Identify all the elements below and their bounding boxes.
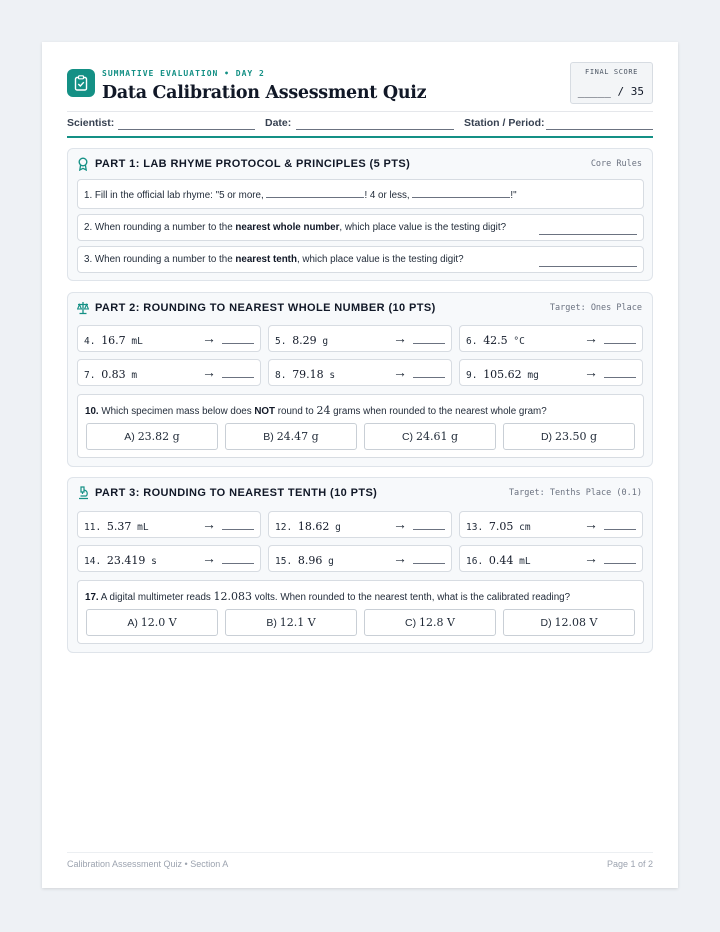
question-17: [77, 580, 644, 644]
final-score-value[interactable]: _____ / 35: [577, 85, 644, 98]
eyebrow-label: SUMMATIVE EVALUATION • DAY 2: [102, 69, 265, 78]
question-6: [459, 325, 643, 352]
question-11-answer[interactable]: [222, 529, 254, 530]
question-14-value: 23.419: [106, 554, 146, 567]
question-4-number: 4.: [84, 336, 96, 347]
ribbon-icon: [77, 157, 89, 171]
question-11: [77, 511, 261, 538]
question-15-unit: g: [328, 556, 334, 567]
question-9-unit: mg: [527, 370, 539, 381]
station-field[interactable]: [546, 129, 653, 130]
question-5-answer[interactable]: [413, 343, 445, 344]
question-14: [77, 545, 261, 572]
question-1-text: 1. Fill in the official lab rhyme: "5 or more, ! 4 or less, !": [84, 190, 517, 201]
question-14-number: 14.: [84, 556, 102, 567]
question-13: [459, 511, 643, 538]
part-3-title: PART 3: ROUNDING TO NEAREST TENTH (10 PTS): [95, 487, 378, 499]
question-16: [459, 545, 643, 572]
question-7-number: 7.: [84, 370, 96, 381]
question-16-value: 0.44: [488, 554, 514, 567]
question-6-number: 6.: [466, 336, 478, 347]
arrow-icon: →: [202, 330, 216, 346]
arrow-icon: →: [393, 516, 407, 532]
question-1: [77, 179, 644, 209]
part-1-section: [67, 148, 653, 281]
question-7-unit: m: [131, 370, 138, 381]
part-3-tag: Target: Tenths Place (0.1): [508, 488, 642, 498]
question-11-unit: mL: [137, 522, 149, 533]
question-5-value: 8.29: [292, 334, 317, 347]
question-14-answer[interactable]: [222, 563, 254, 564]
question-6-answer[interactable]: [604, 343, 636, 344]
question-3-text: 3. When rounding a number to the nearest tenth, which place value is the testing digit?: [84, 254, 464, 265]
question-3: [77, 246, 644, 273]
arrow-icon: →: [584, 330, 598, 346]
question-13-number: 13.: [466, 522, 484, 533]
station-label: Station / Period:: [464, 117, 545, 129]
question-10-option-a[interactable]: A) 23.82 g: [86, 423, 218, 450]
header-rule: [67, 136, 653, 138]
arrow-icon: →: [393, 550, 407, 566]
question-8-number: 8.: [275, 370, 287, 381]
question-7-value: 0.83: [101, 368, 126, 381]
rhyme-blank-2[interactable]: [412, 189, 510, 198]
arrow-icon: →: [202, 516, 216, 532]
question-10: [77, 394, 644, 458]
question-10-text: 10. Which specimen mass below does NOT round to 24 grams when rounded to the nearest whole gram?: [85, 404, 547, 417]
arrow-icon: →: [202, 364, 216, 380]
question-4-unit: mL: [131, 336, 143, 347]
question-16-number: 16.: [466, 556, 484, 567]
question-5: [268, 325, 452, 352]
final-score-box: [570, 62, 653, 104]
question-8: [268, 359, 452, 386]
footer-divider: [67, 852, 653, 853]
question-17-option-b[interactable]: B) 12.1 V: [225, 609, 357, 636]
question-16-unit: mL: [519, 556, 531, 567]
question-4: [77, 325, 261, 352]
question-8-answer[interactable]: [413, 377, 445, 378]
date-label: Date:: [265, 117, 292, 129]
part-2-title: PART 2: ROUNDING TO NEAREST WHOLE NUMBER (10 PTS): [95, 302, 436, 314]
question-17-option-c[interactable]: C) 12.8 V: [364, 609, 496, 636]
question-16-answer[interactable]: [604, 563, 636, 564]
date-field[interactable]: [296, 129, 454, 130]
question-6-value: 42.5: [483, 334, 508, 347]
arrow-icon: →: [584, 516, 598, 532]
question-9-answer[interactable]: [604, 377, 636, 378]
question-17-text: 17. A digital multimeter reads 12.083 volts. When rounded to the nearest tenth, what is the calibrated reading?: [85, 590, 571, 603]
question-5-number: 5.: [275, 336, 287, 347]
question-2-answer[interactable]: [539, 234, 637, 235]
question-15: [268, 545, 452, 572]
question-12-unit: g: [335, 522, 341, 533]
arrow-icon: →: [393, 364, 407, 380]
question-10-option-c[interactable]: C) 24.61 g: [364, 423, 496, 450]
question-5-unit: g: [322, 336, 329, 347]
question-13-value: 7.05: [488, 520, 514, 533]
question-12-answer[interactable]: [413, 529, 445, 530]
question-9-value: 105.62: [483, 368, 522, 381]
question-3-answer[interactable]: [539, 266, 637, 267]
part-2-section: [67, 292, 653, 467]
question-15-value: 8.96: [297, 554, 323, 567]
footer-title: Calibration Assessment Quiz • Section A: [67, 859, 229, 869]
question-10-option-d[interactable]: D) 23.50 g: [503, 423, 635, 450]
question-14-unit: s: [151, 556, 157, 567]
question-12-number: 12.: [275, 522, 293, 533]
question-4-answer[interactable]: [222, 343, 254, 344]
question-11-value: 5.37: [106, 520, 132, 533]
question-17-option-d[interactable]: D) 12.08 V: [503, 609, 635, 636]
question-11-number: 11.: [84, 522, 102, 533]
question-10-option-b[interactable]: B) 24.47 g: [225, 423, 357, 450]
final-score-label: FINAL SCORE: [585, 68, 638, 76]
question-12: [268, 511, 452, 538]
part-3-section: [67, 477, 653, 653]
question-2-text: 2. When rounding a number to the nearest whole number, which place value is the testing digit?: [84, 222, 507, 233]
question-9: [459, 359, 643, 386]
scientist-label: Scientist:: [67, 117, 115, 129]
clipboard-icon: [67, 69, 95, 97]
microscope-icon: [77, 486, 89, 500]
question-13-unit: cm: [519, 522, 531, 533]
arrow-icon: →: [584, 364, 598, 380]
arrow-icon: →: [584, 550, 598, 566]
quiz-page: [42, 42, 678, 888]
question-15-answer[interactable]: [413, 563, 445, 564]
header-divider: [67, 111, 653, 112]
page-number: Page 1 of 2: [606, 859, 653, 869]
rhyme-blank-1[interactable]: [266, 189, 364, 198]
question-7: [77, 359, 261, 386]
question-7-answer[interactable]: [222, 377, 254, 378]
question-12-value: 18.62: [297, 520, 330, 533]
question-2: [77, 214, 644, 241]
scale-icon: [77, 301, 89, 315]
part-1-tag: Core Rules: [590, 159, 642, 169]
part-1-title: PART 1: LAB RHYME PROTOCOL & PRINCIPLES (5 PTS): [95, 158, 411, 170]
question-6-unit: °C: [513, 336, 525, 347]
question-9-number: 9.: [466, 370, 478, 381]
question-4-value: 16.7: [101, 334, 126, 347]
scientist-field[interactable]: [118, 129, 255, 130]
question-17-option-a[interactable]: A) 12.0 V: [86, 609, 218, 636]
question-13-answer[interactable]: [604, 529, 636, 530]
arrow-icon: →: [393, 330, 407, 346]
arrow-icon: →: [202, 550, 216, 566]
question-8-unit: s: [329, 370, 336, 381]
question-15-number: 15.: [275, 556, 293, 567]
question-8-value: 79.18: [292, 368, 324, 381]
page-title: Data Calibration Assessment Quiz: [102, 83, 427, 103]
part-2-tag: Target: Ones Place: [549, 303, 642, 313]
